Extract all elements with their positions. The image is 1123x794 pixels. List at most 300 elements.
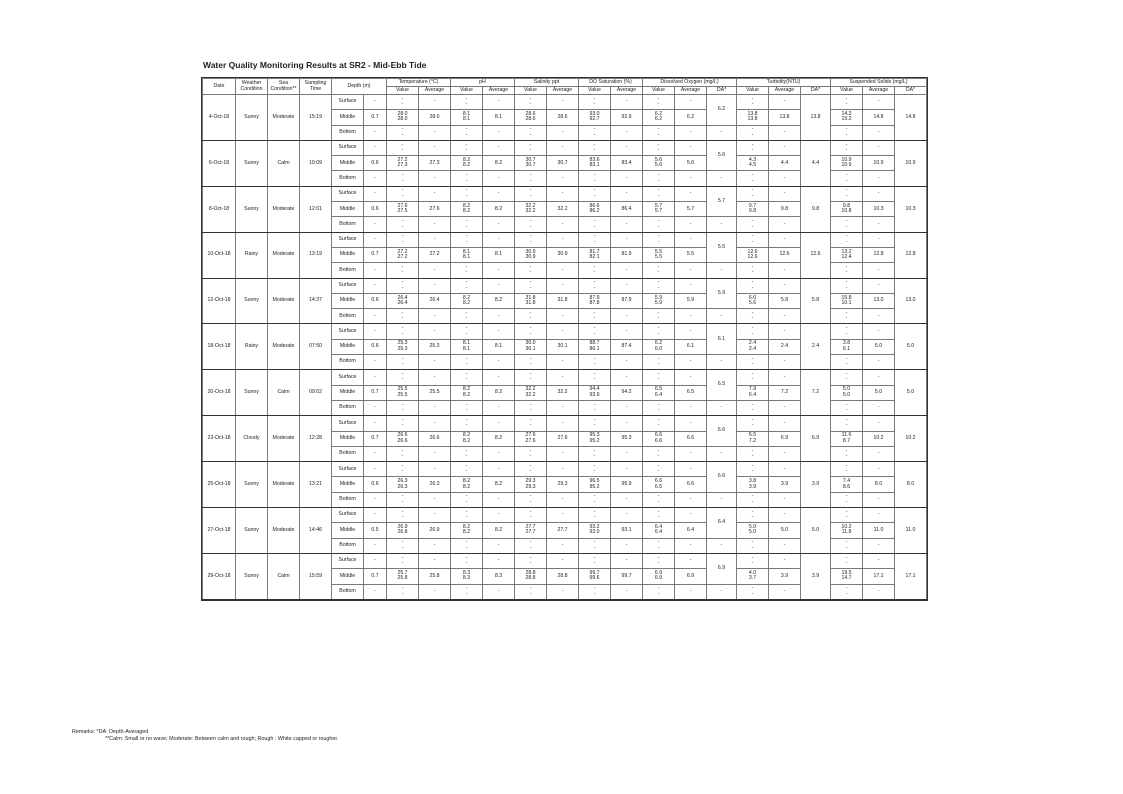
dos-value-surface-second: - (593, 101, 596, 108)
sal-average-middle: 29.3 (547, 477, 579, 492)
sal-value-surface-second: - (529, 147, 532, 154)
dos-average-surface: - (611, 186, 643, 201)
ss-value-middle-second: 12.4 (841, 254, 852, 261)
turb-value-middle-first: 4.3 (748, 156, 757, 163)
sea-cell: Calm (268, 140, 300, 186)
sal-value-surface-first: - (529, 416, 532, 423)
do-value-middle (643, 523, 675, 538)
ss-value-bottom-second: - (845, 131, 848, 138)
dos-value-bottom (579, 584, 611, 599)
ss-da-cell: 14.8 (895, 95, 927, 141)
dos-value-surface (579, 232, 611, 247)
ss-value-middle-second: 8.6 (842, 483, 851, 490)
depth-value: - (364, 508, 387, 523)
temp-average-bottom: - (419, 171, 451, 186)
sal-average-bottom: - (547, 171, 579, 186)
dos-average-surface: - (611, 416, 643, 431)
do-value-surface (643, 140, 675, 155)
ss-value-bottom-first: - (845, 493, 848, 500)
sal-value-middle (515, 156, 547, 171)
dos-value-middle-second: 82.1 (589, 254, 600, 261)
do-value-surface (643, 416, 675, 431)
turb-value-bottom-first: - (751, 263, 754, 270)
do-average-middle: 5.7 (675, 202, 707, 217)
dos-value-bottom-first: - (593, 309, 596, 316)
sal-value-surface-first: - (529, 187, 532, 194)
sal-value-bottom-first: - (529, 355, 532, 362)
ss-da-cell: 10.2 (895, 416, 927, 462)
ph-value-middle (451, 293, 483, 308)
do-average-surface: - (675, 416, 707, 431)
turb-value-bottom-second: - (751, 407, 754, 414)
temp-average-surface: - (419, 278, 451, 293)
weather-cell: Sunny (236, 462, 268, 508)
ss-average-bottom: - (863, 217, 895, 232)
table-row-surface (203, 95, 927, 110)
depth-label-surface: Surface (332, 462, 364, 477)
turb-value-middle (737, 477, 769, 492)
header-do-saturation: DO Saturation (%) (579, 79, 643, 87)
turb-da-cell: 13.8 (801, 95, 831, 141)
turb-average-bottom: - (769, 171, 801, 186)
dos-value-middle (579, 385, 611, 400)
do-average-surface: - (675, 370, 707, 385)
ss-average-surface: - (863, 278, 895, 293)
table-row-surface (203, 553, 927, 568)
turb-average-middle: 3.9 (769, 569, 801, 584)
ph-value-bottom-second: - (465, 452, 468, 459)
ph-value-middle-first: 8.2 (462, 478, 471, 485)
turb-value-surface-second: - (751, 284, 754, 291)
do-da-bottom: - (707, 125, 737, 140)
temp-value-surface (387, 278, 419, 293)
sal-value-surface-first: - (529, 371, 532, 378)
temp-value-bottom-first: - (401, 126, 404, 133)
depth-value: - (364, 309, 387, 324)
ph-value-bottom (451, 584, 483, 599)
subheader-average: Average (769, 87, 801, 95)
dos-average-surface: - (611, 508, 643, 523)
ph-value-bottom (451, 446, 483, 461)
do-value-surface-first: - (657, 233, 660, 240)
dos-value-surface (579, 508, 611, 523)
ph-value-surface (451, 186, 483, 201)
header-weather (236, 79, 268, 95)
dos-value-middle (579, 202, 611, 217)
header-date: Date (203, 79, 236, 95)
depth-label-middle: Middle (332, 202, 364, 217)
ph-value-bottom-first: - (465, 355, 468, 362)
do-da-cell: 6.6 (707, 416, 737, 447)
temp-value-bottom-second: - (401, 177, 404, 184)
ph-value-surface-second: - (465, 514, 468, 521)
sal-value-surface (515, 140, 547, 155)
dos-value-middle (579, 523, 611, 538)
ss-average-middle: 5.0 (863, 385, 895, 400)
dos-value-surface-first: - (593, 95, 596, 102)
depth-label-bottom: Bottom (332, 538, 364, 553)
temp-value-bottom-second: - (401, 315, 404, 322)
turb-da-cell: 6.9 (801, 416, 831, 462)
turb-value-middle-first: 9.7 (748, 202, 757, 209)
do-average-middle: 6.2 (675, 110, 707, 125)
do-value-bottom-second: - (657, 361, 660, 368)
ss-value-surface-second: - (845, 238, 848, 245)
sal-value-surface (515, 324, 547, 339)
do-value-middle-second: 6.4 (654, 391, 663, 398)
depth-label-middle: Middle (332, 247, 364, 262)
turb-value-bottom (737, 355, 769, 370)
header-weather-line1: Weather (241, 80, 262, 87)
turb-value-middle-first: 5.0 (748, 524, 757, 530)
sal-value-bottom-first: - (529, 585, 532, 592)
time-cell: 14:37 (300, 278, 332, 324)
sal-average-surface: - (547, 462, 579, 477)
ss-value-surface-second: - (845, 101, 848, 108)
dos-value-bottom-second: - (593, 452, 596, 459)
do-value-middle-second: 6.0 (654, 345, 663, 352)
turb-value-surface (737, 140, 769, 155)
dos-average-bottom: - (611, 171, 643, 186)
temp-value-middle-first: 25.7 (397, 569, 408, 576)
ph-value-surface-second: - (465, 238, 468, 245)
temp-value-middle (387, 477, 419, 492)
ph-average-middle: 8.2 (483, 293, 515, 308)
temp-average-surface: - (419, 140, 451, 155)
dos-value-bottom-first: - (593, 539, 596, 546)
temp-value-bottom-first: - (401, 585, 404, 592)
ss-value-surface-first: - (845, 95, 848, 102)
sea-cell: Calm (268, 370, 300, 416)
do-value-bottom (643, 492, 675, 507)
page-title: Water Quality Monitoring Results at SR2 - Mid-Ebb Tide (203, 60, 427, 70)
turb-value-middle-first: 13.8 (747, 110, 758, 117)
do-average-bottom: - (675, 309, 707, 324)
do-da-cell: 5.5 (707, 232, 737, 263)
ph-value-surface-second: - (465, 147, 468, 154)
ph-value-surface (451, 324, 483, 339)
temp-average-middle: 28.0 (419, 110, 451, 125)
ss-value-surface-first: - (845, 554, 848, 561)
ph-value-surface (451, 370, 483, 385)
ph-value-surface-second: - (465, 468, 468, 475)
ss-value-bottom-first: - (845, 309, 848, 316)
temp-value-surface (387, 553, 419, 568)
dos-value-middle (579, 110, 611, 125)
turb-average-surface: - (769, 95, 801, 110)
dos-value-bottom-second: - (593, 315, 596, 322)
sal-value-bottom-first: - (529, 172, 532, 179)
ss-average-bottom: - (863, 584, 895, 599)
ss-average-middle: 12.8 (863, 247, 895, 262)
ss-value-bottom-second: - (845, 315, 848, 322)
do-value-surface-second: - (657, 101, 660, 108)
depth-label-middle: Middle (332, 431, 364, 446)
ss-value-surface-second: - (845, 330, 848, 337)
do-da-cell: 5.6 (707, 140, 737, 171)
temp-value-surface (387, 462, 419, 477)
ss-value-surface-first: - (845, 141, 848, 148)
turb-value-bottom (737, 446, 769, 461)
do-value-surface-first: - (657, 187, 660, 194)
turb-da-cell: 9.8 (801, 186, 831, 232)
ss-average-surface: - (863, 95, 895, 110)
do-average-middle: 6.4 (675, 523, 707, 538)
turb-value-surface (737, 508, 769, 523)
do-value-bottom (643, 309, 675, 324)
date-cell: 20-Oct-18 (203, 370, 236, 416)
temp-value-surface-first: - (401, 141, 404, 148)
ph-value-bottom (451, 538, 483, 553)
dos-value-middle-first: 95.3 (589, 432, 600, 439)
do-average-bottom: - (675, 355, 707, 370)
ss-average-middle: 13.0 (863, 293, 895, 308)
subheader-average: Average (611, 87, 643, 95)
sal-average-middle: 28.8 (547, 569, 579, 584)
sal-average-surface: - (547, 324, 579, 339)
ph-value-middle (451, 385, 483, 400)
date-cell: 27-Oct-18 (203, 508, 236, 554)
ss-value-surface-second: - (845, 284, 848, 291)
table-row-surface (203, 324, 927, 339)
temp-value-surface-second: - (401, 147, 404, 154)
ph-average-middle: 8.1 (483, 339, 515, 354)
do-value-surface (643, 553, 675, 568)
table-row-surface (203, 462, 927, 477)
temp-value-middle-first: 25.3 (397, 340, 408, 347)
temp-value-middle-second: 25.3 (397, 345, 408, 352)
turb-value-surface-first: - (751, 187, 754, 194)
depth-value: - (364, 232, 387, 247)
depth-value: - (364, 186, 387, 201)
date-cell: 29-Oct-18 (203, 553, 236, 599)
temp-value-surface-first: - (401, 554, 404, 561)
sal-value-surface-first: - (529, 233, 532, 240)
temp-value-bottom (387, 309, 419, 324)
ph-average-bottom: - (483, 400, 515, 415)
ss-value-bottom (831, 263, 863, 278)
depth-label-bottom: Bottom (332, 492, 364, 507)
sal-value-bottom-second: - (529, 223, 532, 230)
sal-average-middle: 31.8 (547, 293, 579, 308)
ss-value-middle-second: 11.8 (841, 529, 852, 536)
dos-value-middle-second: 93.9 (589, 391, 600, 398)
do-average-middle: 6.1 (675, 339, 707, 354)
ss-average-surface: - (863, 416, 895, 431)
do-average-surface: - (675, 324, 707, 339)
sal-value-middle (515, 293, 547, 308)
remarks (72, 729, 338, 744)
do-average-surface: - (675, 278, 707, 293)
do-value-surface (643, 462, 675, 477)
turb-average-middle: 6.9 (769, 431, 801, 446)
subheader-average: Average (483, 87, 515, 95)
ss-average-surface: - (863, 232, 895, 247)
do-value-middle-first: 6.6 (654, 478, 663, 485)
sea-cell: Moderate (268, 508, 300, 554)
sal-average-surface: - (547, 186, 579, 201)
dos-value-surface-first: - (593, 325, 596, 332)
dos-value-surface-second: - (593, 468, 596, 475)
temp-value-middle (387, 385, 419, 400)
ss-value-surface-first: - (845, 416, 848, 423)
turb-da-cell: 7.2 (801, 370, 831, 416)
ss-value-middle-first: 15.8 (841, 294, 852, 301)
turb-value-surface (737, 186, 769, 201)
ss-value-middle-second: 14.7 (841, 575, 852, 582)
ph-value-surface-second: - (465, 284, 468, 291)
dos-value-bottom-first: - (593, 355, 596, 362)
header-depth: Depth (m) (332, 79, 387, 95)
table-row-surface (203, 140, 927, 155)
do-value-middle-second: 5.7 (654, 208, 663, 215)
sal-value-bottom (515, 584, 547, 599)
ph-value-surface-first: - (465, 371, 468, 378)
ss-value-middle-first: 5.0 (842, 386, 851, 393)
temp-value-surface (387, 370, 419, 385)
header-sea-line1: Sea (278, 80, 289, 87)
do-average-bottom: - (675, 584, 707, 599)
turb-value-surface-first: - (751, 279, 754, 286)
ss-value-bottom (831, 125, 863, 140)
temp-value-bottom (387, 584, 419, 599)
do-average-middle: 5.9 (675, 293, 707, 308)
dos-value-surface-first: - (593, 371, 596, 378)
dos-value-bottom-first: - (593, 172, 596, 179)
temp-value-surface (387, 232, 419, 247)
time-cell: 12:28 (300, 416, 332, 462)
turb-average-surface: - (769, 278, 801, 293)
ss-value-middle-first: 14.3 (841, 110, 852, 117)
do-value-surface-second: - (657, 192, 660, 199)
temp-value-surface-first: - (401, 187, 404, 194)
temp-value-middle-second: 26.6 (397, 437, 408, 444)
dos-value-middle-second: 95.2 (589, 437, 600, 444)
date-cell: 4-Oct-18 (203, 95, 236, 141)
sal-value-middle (515, 431, 547, 446)
ss-value-middle (831, 110, 863, 125)
sal-value-middle-second: 31.8 (525, 300, 536, 306)
temp-value-bottom-second: - (401, 361, 404, 368)
table-row-surface (203, 232, 927, 247)
dos-value-surface-second: - (593, 514, 596, 521)
do-average-middle: 6.6 (675, 431, 707, 446)
turb-value-surface-first: - (751, 141, 754, 148)
ph-value-middle-second: 8.3 (462, 575, 471, 582)
ph-value-middle-second: 8.2 (462, 208, 471, 215)
depth-value: - (364, 416, 387, 431)
dos-value-bottom-second: - (593, 223, 596, 230)
ss-value-middle-second: 6.1 (842, 345, 851, 352)
water-quality-table (202, 78, 927, 600)
ss-value-bottom-first: - (845, 585, 848, 592)
depth-value: 0.7 (364, 385, 387, 400)
temp-average-bottom: - (419, 400, 451, 415)
turb-average-middle: 4.4 (769, 156, 801, 171)
sal-value-bottom (515, 400, 547, 415)
sal-value-middle-first: 30.0 (525, 340, 536, 347)
weather-cell: Sunny (236, 140, 268, 186)
dos-average-surface: - (611, 553, 643, 568)
dos-value-bottom-first: - (593, 447, 596, 454)
turb-average-middle: 12.6 (769, 247, 801, 262)
turb-average-bottom: - (769, 355, 801, 370)
do-average-middle: 6.6 (675, 477, 707, 492)
turb-da-cell: 12.6 (801, 232, 831, 278)
sal-average-bottom: - (547, 263, 579, 278)
do-value-bottom (643, 217, 675, 232)
do-value-bottom-second: - (657, 452, 660, 459)
weather-cell: Cloudy (236, 416, 268, 462)
turb-value-surface-first: - (751, 554, 754, 561)
temp-value-bottom-first: - (401, 493, 404, 500)
do-value-bottom-first: - (657, 401, 660, 408)
turb-value-middle (737, 339, 769, 354)
turb-value-surface-first: - (751, 95, 754, 102)
dos-value-middle-second: 86.2 (589, 208, 600, 215)
do-value-middle-first: 6.5 (654, 386, 663, 393)
temp-average-surface: - (419, 232, 451, 247)
sal-average-surface: - (547, 553, 579, 568)
ph-value-middle-first: 8.2 (462, 432, 471, 439)
temp-value-bottom-second: - (401, 544, 404, 551)
depth-value: - (364, 370, 387, 385)
header-salinity: Salinity ppt (515, 79, 579, 87)
turb-average-surface: - (769, 232, 801, 247)
ss-value-surface (831, 278, 863, 293)
temp-value-middle-second: 26.8 (397, 529, 408, 536)
turb-value-bottom-first: - (751, 401, 754, 408)
turb-value-surface-first: - (751, 371, 754, 378)
do-value-middle (643, 156, 675, 171)
sal-value-bottom (515, 492, 547, 507)
do-value-middle (643, 569, 675, 584)
temp-value-bottom (387, 538, 419, 553)
do-da-cell: 6.6 (707, 462, 737, 493)
temp-value-bottom-first: - (401, 539, 404, 546)
depth-label-middle: Middle (332, 339, 364, 354)
turb-value-surface (737, 462, 769, 477)
ss-value-bottom-first: - (845, 263, 848, 270)
dos-value-bottom-first: - (593, 263, 596, 270)
temp-average-bottom: - (419, 492, 451, 507)
dos-value-surface-first: - (593, 141, 596, 148)
ss-da-cell: 10.3 (895, 186, 927, 232)
temp-value-bottom-second: - (401, 269, 404, 276)
ph-value-surface-second: - (465, 560, 468, 567)
ss-value-bottom-first: - (845, 539, 848, 546)
dos-average-surface: - (611, 462, 643, 477)
ph-value-bottom (451, 355, 483, 370)
sea-cell: Moderate (268, 462, 300, 508)
ss-value-bottom-second: - (845, 590, 848, 597)
header-suspended-solids: Suspended Solids (mg/L) (831, 79, 927, 87)
dos-value-bottom (579, 538, 611, 553)
ph-value-bottom-second: - (465, 223, 468, 230)
ph-average-bottom: - (483, 217, 515, 232)
depth-label-bottom: Bottom (332, 355, 364, 370)
turb-value-middle-second: 7.2 (748, 437, 757, 444)
turb-average-middle: 13.8 (769, 110, 801, 125)
do-value-bottom-first: - (657, 309, 660, 316)
ph-value-middle-second: 8.2 (462, 162, 471, 169)
do-value-middle (643, 385, 675, 400)
ph-value-surface-first: - (465, 462, 468, 469)
depth-label-bottom: Bottom (332, 584, 364, 599)
ph-value-bottom-first: - (465, 585, 468, 592)
ss-value-bottom-second: - (845, 452, 848, 459)
depth-label-middle: Middle (332, 156, 364, 171)
